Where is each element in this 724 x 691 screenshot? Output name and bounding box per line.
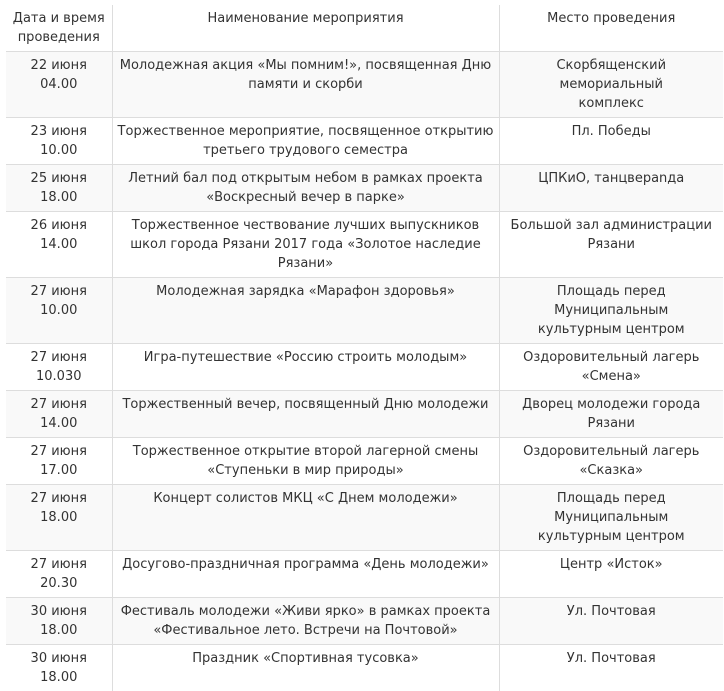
cell-name — [112, 278, 499, 344]
cell-name — [112, 438, 499, 485]
event-time: 10.030 — [10, 367, 108, 386]
cell-place — [499, 165, 723, 212]
event-place-line: Площадь перед Муниципальным — [504, 282, 720, 320]
event-name-line: Торжественный вечер, посвященный Дню молодежи — [117, 395, 495, 414]
header-place: Место проведения — [499, 5, 723, 52]
cell-name — [112, 598, 499, 645]
event-place-line: Скорбященский мемориальный — [504, 56, 720, 94]
event-date: 25 июня — [10, 169, 108, 188]
event-time: 04.00 — [10, 75, 108, 94]
event-time: 20.30 — [10, 574, 108, 593]
cell-place — [499, 344, 723, 391]
event-place-line: Площадь перед Муниципальным — [504, 489, 720, 527]
event-place-line: культурным центром — [504, 320, 720, 339]
table-row — [6, 438, 723, 485]
event-name-line: Молодежная акция «Мы помним!», посвященная Дню — [117, 56, 495, 75]
cell-place — [499, 598, 723, 645]
event-time: 14.00 — [10, 414, 108, 433]
event-name-line: Фестиваль молодежи «Живи ярко» в рамках проекта — [117, 602, 495, 621]
cell-name — [112, 391, 499, 438]
event-date: 27 июня — [10, 395, 108, 414]
cell-date — [6, 598, 112, 645]
event-place-line: Дворец молодежи города Рязани — [504, 395, 720, 433]
event-place-line: Центр «Исток» — [504, 555, 720, 574]
cell-date — [6, 391, 112, 438]
event-place-line: комплекс — [504, 94, 720, 113]
cell-date — [6, 438, 112, 485]
cell-date — [6, 278, 112, 344]
cell-place — [499, 485, 723, 551]
event-name-line: Торжественное открытие второй лагерной смены — [117, 442, 495, 461]
cell-name — [112, 118, 499, 165]
event-name-line: Игра-путешествие «Россию строить молодым» — [117, 348, 495, 367]
event-place-line: Пл. Победы — [504, 122, 720, 141]
cell-place — [499, 52, 723, 118]
event-name-line: «Фестивальное лето. Встречи на Почтовой» — [117, 621, 495, 640]
event-name-line: третьего трудового семестра — [117, 141, 495, 160]
event-name-line: памяти и скорби — [117, 75, 495, 94]
event-place-line: «Сказка» — [504, 461, 720, 480]
event-name-line: Концерт солистов МКЦ «С Днем молодежи» — [117, 489, 495, 508]
table-row — [6, 52, 723, 118]
header-row — [6, 5, 723, 52]
table-row — [6, 598, 723, 645]
cell-place — [499, 118, 723, 165]
event-place-line: «Смена» — [504, 367, 720, 386]
table-row — [6, 212, 723, 278]
event-name-line: Молодежная зарядка «Марафон здоровья» — [117, 282, 495, 301]
event-name-line: Летний бал под открытым небом в рамках проекта — [117, 169, 495, 188]
event-time: 18.00 — [10, 508, 108, 527]
cell-date — [6, 52, 112, 118]
event-date: 30 июня — [10, 602, 108, 621]
event-name-line: школ города Рязани 2017 года «Золотое наследие — [117, 235, 495, 254]
event-date: 27 июня — [10, 282, 108, 301]
event-date: 27 июня — [10, 555, 108, 574]
event-time: 10.00 — [10, 141, 108, 160]
header-date-line2: проведения — [12, 28, 106, 47]
event-date: 27 июня — [10, 489, 108, 508]
event-place-line: ЦПКиО, танцвераnда — [504, 169, 720, 188]
table-row — [6, 645, 723, 691]
event-time: 18.00 — [10, 188, 108, 207]
cell-date — [6, 118, 112, 165]
table-row — [6, 485, 723, 551]
cell-name — [112, 52, 499, 118]
event-date: 30 июня — [10, 649, 108, 668]
cell-place — [499, 278, 723, 344]
cell-place — [499, 391, 723, 438]
event-place-line: Оздоровительный лагерь — [504, 348, 720, 367]
cell-place — [499, 645, 723, 691]
table-row — [6, 278, 723, 344]
event-place-line: культурным центром — [504, 527, 720, 546]
cell-name — [112, 165, 499, 212]
event-name-line: Торжественное чествование лучших выпускников — [117, 216, 495, 235]
table-body — [6, 52, 723, 691]
event-time: 18.00 — [10, 668, 108, 687]
event-name-line: Праздник «Спортивная тусовка» — [117, 649, 495, 668]
event-place-line: Ул. Почтовая — [504, 649, 720, 668]
cell-date — [6, 645, 112, 691]
cell-place — [499, 212, 723, 278]
cell-name — [112, 551, 499, 598]
event-time: 10.00 — [10, 301, 108, 320]
cell-date — [6, 551, 112, 598]
cell-date — [6, 344, 112, 391]
cell-name — [112, 344, 499, 391]
table-header — [6, 5, 723, 52]
table-row — [6, 118, 723, 165]
cell-name — [112, 645, 499, 691]
event-place-line: Оздоровительный лагерь — [504, 442, 720, 461]
cell-date — [6, 165, 112, 212]
event-date: 23 июня — [10, 122, 108, 141]
table-row — [6, 165, 723, 212]
cell-date — [6, 212, 112, 278]
event-time: 14.00 — [10, 235, 108, 254]
table-row — [6, 551, 723, 598]
cell-place — [499, 551, 723, 598]
event-date: 22 июня — [10, 56, 108, 75]
cell-place — [499, 438, 723, 485]
table-row — [6, 344, 723, 391]
header-date-line1: Дата и время — [12, 9, 106, 28]
event-name-line: Досугово-праздничная программа «День молодежи» — [117, 555, 495, 574]
header-date — [6, 5, 112, 52]
event-date: 27 июня — [10, 442, 108, 461]
event-date: 26 июня — [10, 216, 108, 235]
header-name: Наименование мероприятия — [112, 5, 499, 52]
event-date: 27 июня — [10, 348, 108, 367]
event-name-line: Рязани» — [117, 254, 495, 273]
table-row — [6, 391, 723, 438]
event-place-line: Ул. Почтовая — [504, 602, 720, 621]
event-name-line: «Воскресный вечер в парке» — [117, 188, 495, 207]
cell-date — [6, 485, 112, 551]
cell-name — [112, 212, 499, 278]
events-table — [6, 5, 723, 691]
event-place-line: Рязани — [504, 235, 720, 254]
event-name-line: Торжественное мероприятие, посвященное открытию — [117, 122, 495, 141]
cell-name — [112, 485, 499, 551]
event-name-line: «Ступеньки в мир природы» — [117, 461, 495, 480]
event-place-line: Большой зал администрации — [504, 216, 720, 235]
event-time: 17.00 — [10, 461, 108, 480]
event-time: 18.00 — [10, 621, 108, 640]
